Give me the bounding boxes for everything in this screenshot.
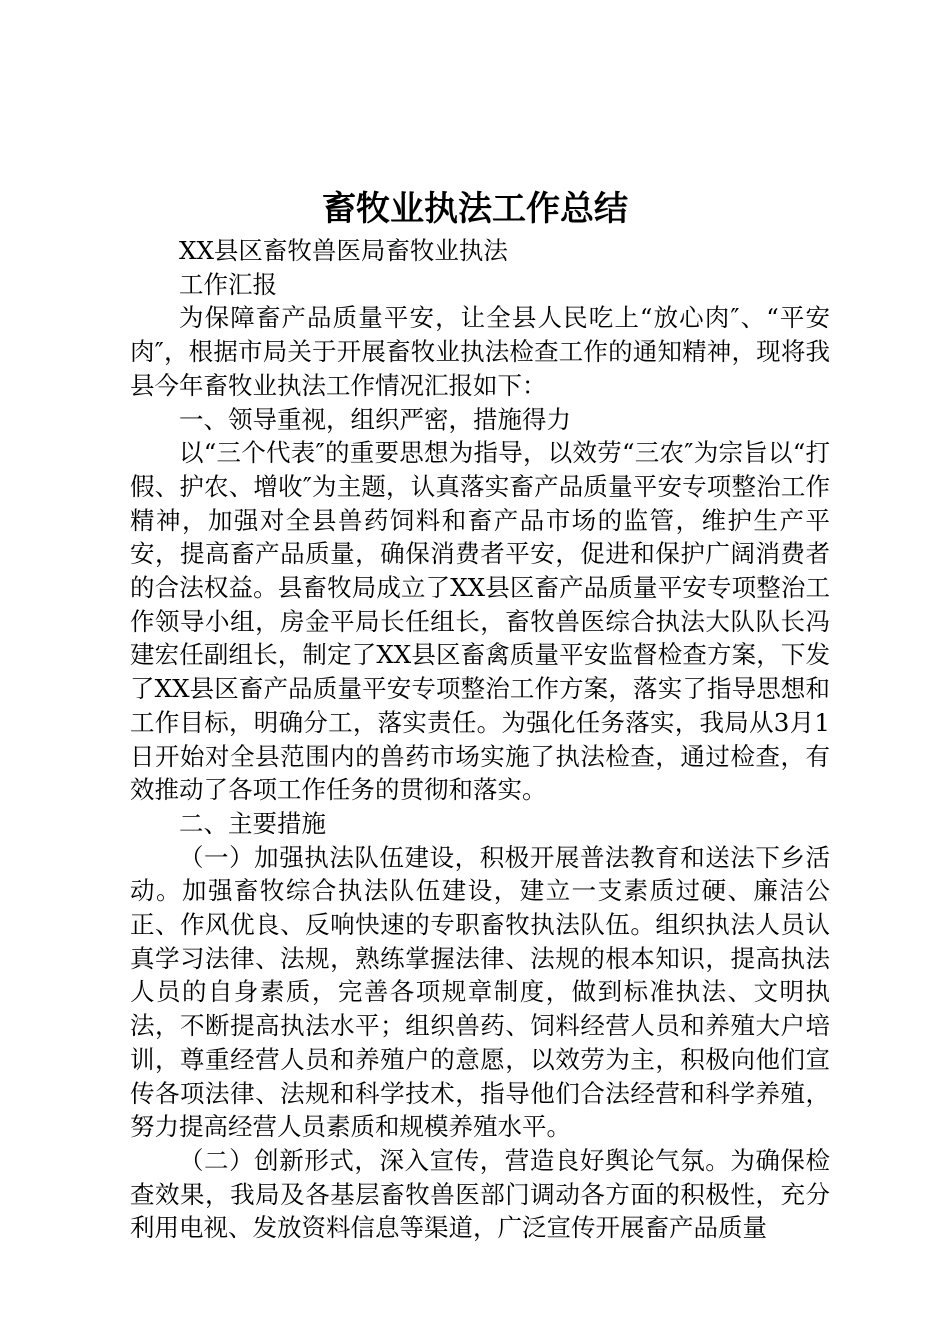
document-body xyxy=(130,234,830,1245)
section-heading-2: 二、主要措施 xyxy=(179,808,326,838)
measure-1-paragraph: （一）加强执法队伍建设，积极开展普法教育和送法下乡活动。加强畜牧综合执法队伍建设，建立一支素质过硬、廉洁公正、作风优良、反响快速的专职畜牧执法队伍。组织执法人员认真学习法律、法规，熟练掌握法律、法规的根本知识，提高执法人员的自身素质，完善各项规章制度，做到标准执法、文明执法，不断提高执法水平；组织兽药、饲料经营人员和养殖大户培训，尊重经营人员和养殖户的意愿，以效劳为主，积极向他们宣传各项法律、法规和科学技术，指导他们合法经营和科学养殖，努力提高经营人员素质和规模养殖水平。 xyxy=(130,842,830,1142)
measure-2-paragraph: （二）创新形式，深入宣传，营造良好舆论气氛。为确保检查效果，我局及各基层畜牧兽医部门调动各方面的积极性，充分利用电视、发放资料信息等渠道，广泛宣传开展畜产品质量 xyxy=(130,1145,830,1243)
org-line: XX县区畜牧兽医局畜牧业执法 xyxy=(179,236,508,265)
document-title: 畜牧业执法工作总结 xyxy=(322,189,628,229)
section-1-paragraph: 以“三个代表″的重要思想为指导，以效劳“三农″为宗旨以“打假、护农、增收″为主题，认真落实畜产品质量平安专项整治工作精神，加强对全县兽药饲料和畜产品市场的监管，维护生产平安，提高畜产品质量，确保消费者平安，促进和保护广阔消费者的合法权益。县畜牧局成立了XX县区畜产品质量平安专项整治工作领导小组，房金平局长任组长，畜牧兽医综合执法大队队长冯建宏任副组长，制定了XX县区畜禽质量平安监督检查方案，下发了XX县区畜产品质量平安专项整治工作方案，落实了指导思想和工作目标，明确分工，落实责任。为强化任务落实，我局从3月1日开始对全县范围内的兽药市场实施了执法检查，通过检查，有效推动了各项工作任务的贯彻和落实。 xyxy=(130,438,830,805)
report-subtitle: 工作汇报 xyxy=(179,269,277,299)
section-heading-1: 一、领导重视，组织严密，措施得力 xyxy=(179,404,571,434)
intro-paragraph: 为保障畜产品质量平安，让全县人民吃上“放心肉″、“平安肉″，根据市局关于开展畜牧业执法检查工作的通知精神，现将我县今年畜牧业执法工作情况汇报如下： xyxy=(130,303,830,400)
